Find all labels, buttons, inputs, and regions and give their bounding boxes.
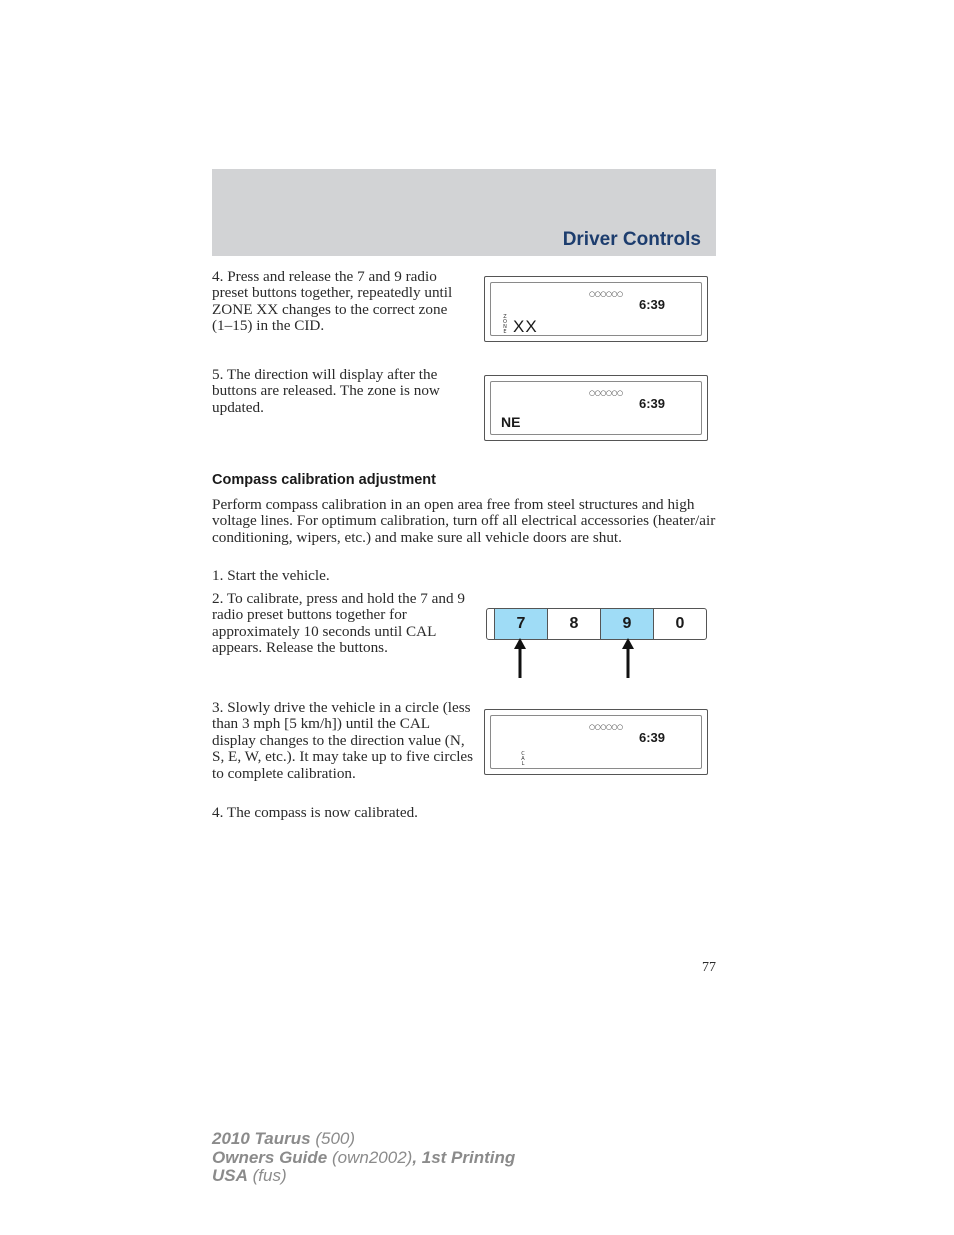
preset-button-7: 7 xyxy=(495,609,548,639)
preset-button-8: 8 xyxy=(548,609,601,639)
cid-display-direction xyxy=(484,375,708,441)
calibration-intro: Perform compass calibration in an open area free from steel structures and high voltage lines. For optimum calibration, turn off all electrical accessories (heater/air conditioning, wipers, etc.) and make sure all vehicle doors are shut. xyxy=(212,496,716,546)
clock-time: 6:39 xyxy=(639,297,666,312)
preset-button-9: 9 xyxy=(601,609,654,639)
preset-edge xyxy=(487,609,495,639)
cid-display-cal xyxy=(484,709,708,775)
cal-step-2: 2. To calibrate, press and hold the 7 and 9 radio preset buttons together for approximately 10 seconds until CAL appears. Release the buttons. xyxy=(212,590,465,657)
arrow-up-icon xyxy=(622,638,634,678)
section-title: Driver Controls xyxy=(562,229,701,250)
cid-display-zone xyxy=(484,276,708,342)
arrow-up-icon xyxy=(514,638,526,678)
cal-step-1: 1. Start the vehicle. xyxy=(212,567,330,584)
footer-line-3: USA (fus) xyxy=(212,1166,287,1185)
cal-step-3: 3. Slowly drive the vehicle in a circle (less than 3 mph [5 km/h]) until the CAL display changes to the direction value (N, S, E, W, etc.). It may take up to five circles to complete calibration. xyxy=(212,699,474,782)
clock-time: 6:39 xyxy=(639,396,666,411)
cal-label: CAL xyxy=(521,751,525,767)
press-arrows xyxy=(486,636,707,680)
header-band xyxy=(212,169,716,256)
direction-value: NE xyxy=(501,414,521,430)
step-5-direction: 5. The direction will display after the buttons are released. The zone is now updated. xyxy=(212,366,440,416)
subsection-heading: Compass calibration adjustment xyxy=(212,472,436,488)
footer-print-info xyxy=(212,1130,515,1186)
signal-dots: ○○○○○○ xyxy=(589,723,623,731)
clock-time: 6:39 xyxy=(639,730,666,745)
signal-dots: ○○○○○○ xyxy=(589,389,623,397)
preset-button-0: 0 xyxy=(675,615,685,632)
page-number: 77 xyxy=(702,960,716,975)
cal-step-4: 4. The compass is now calibrated. xyxy=(212,804,418,821)
footer-line-2: Owners Guide (own2002), 1st Printing xyxy=(212,1147,516,1167)
step-4-zone: 4. Press and release the 7 and 9 radio preset buttons together, repeatedly until ZONE XX changes to the correct zone (1–15) in the CID. xyxy=(212,268,453,335)
footer-line-1: 2010 Taurus (500) xyxy=(212,1129,356,1148)
zone-label: ZONE xyxy=(503,314,507,335)
signal-dots: ○○○○○○ xyxy=(589,290,623,298)
zone-value: XX xyxy=(513,317,538,336)
